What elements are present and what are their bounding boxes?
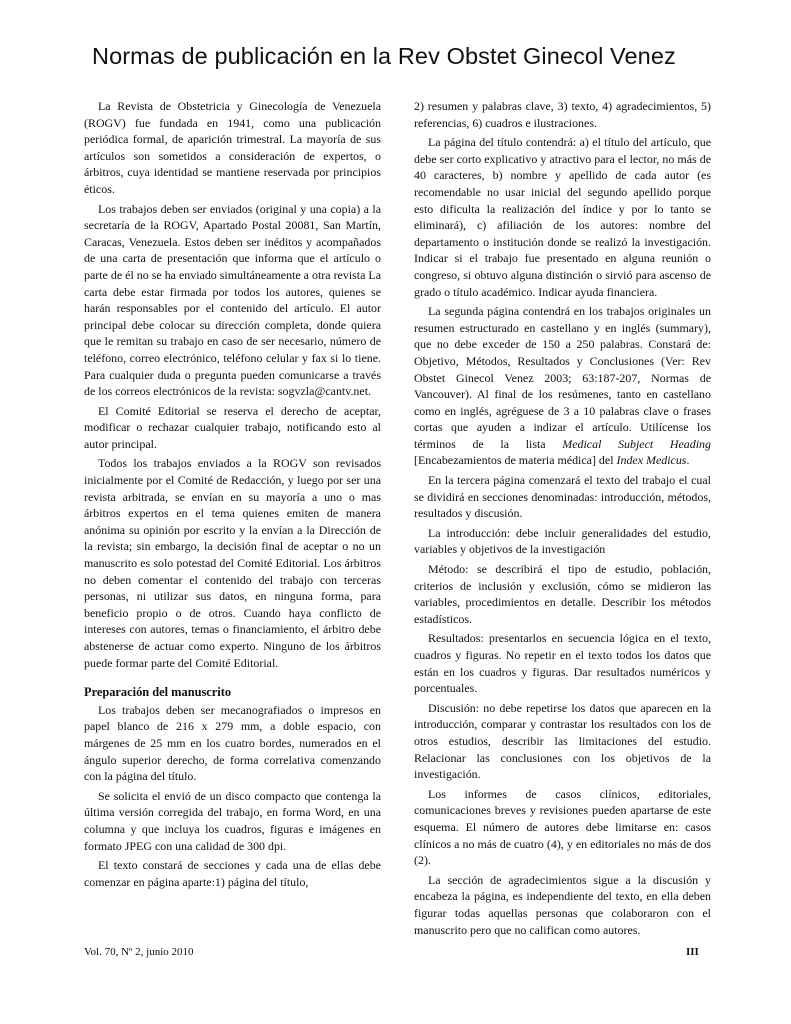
paragraph-method: Método: se describirá el tipo de estudio, población, criterios de inclusión y exclusión, cómo se midieron las variables, procedimientos en detalle. Describir los métodos estadísticos. [414, 562, 711, 626]
paragraph-title-page: La página del título contendrá: a) el título del artículo, que debe ser corto explicativo y atractivo para el lector, no más de 40 caracteres, b) nombre y apellido de cada autor (es recomendable no usar inicial del segundo apellido porque esto dificulta la realización del índice y por lo tanto se eliminará), c) afiliación de los autores: nombre del departamento o institución donde se realizó la investigación. Indicar si el trabajo fue presentado en alguna reunión o congreso, si obtuvo alguna distinción o sirvió para ascenso de grado o título académico. Indicar ayuda financiera. [414, 135, 711, 299]
right-column [414, 98, 711, 941]
paragraph-review-process: Todos los trabajos enviados a la ROGV son revisados inicialmente por el Comité de Redacción, y luego por ser una revista arbitrada, se envían en su mayoría a uno o mas árbitros expertos en el tema quienes emiten de manera anónima su opinión por escrito y la envían a la Dirección de la revista; sin embargo, la decisión final de aceptar o no un manuscrito es solo potestad del Comité Editorial. Los árbitros no deben comentar el contenido del trabajo con terceras personas, ni utilizar sus datos, en ninguna forma, para beneficio propio o de otros. Cuando haya conflicto de intereses con autores, temas o financiamiento, el árbitro debe abstenerse de actuar como experto. Ninguno de los árbitros puede formar parte del Comité Editorial. [84, 456, 381, 670]
paragraph-intro: La Revista de Obstetricia y Ginecología de Venezuela (ROGV) fue fundada en 1941, como una publicación periódica formal, de aparición trimestral. La mayoría de sus artículos son sometidos a consideración de expertos, o árbitros, cuya identidad se mantiene reservada por principios éticos. [84, 99, 381, 196]
paragraph-digital-copy: Se solicita el envió de un disco compacto que contenga la última versión corregida del trabajo, en forma Word, en una columna y que incluya los cuadros, figuras e imágenes en formato JPEG con una calidad de 300 dpi. [84, 788, 381, 853]
paragraph-sections: El texto constará de secciones y cada una de ellas debe comenzar en página aparte:1) página del título, [84, 858, 381, 889]
paragraph-third-page: En la tercera página comenzará el texto del trabajo el cual se dividirá en secciones denominadas: introducción, métodos, resultados y discusión. [414, 473, 711, 521]
paragraph-format: Los trabajos deben ser mecanografiados o impresos en papel blanco de 216 x 279 mm, a doble espacio, con márgenes de 25 mm en los cuatro bordes, numerados en el ángulo superior derecho, de forma correlativa comenzando con la página del título. [84, 702, 381, 784]
paragraph-editorial-rights: El Comité Editorial se reserva el derecho de aceptar, modificar o rechazar cualquier trabajo, notificando esto al autor principal. [84, 403, 381, 451]
mesh-term: Medical Subject Heading [562, 436, 711, 451]
section-heading-manuscript: Preparación del manuscrito [84, 685, 232, 700]
paragraph-introduction: La introducción: debe incluir generalidades del estudio, variables y objetivos de la investigación [414, 525, 711, 557]
paragraph-case-reports: Los informes de casos clínicos, editoriales, comunicaciones breves y revisiones pueden apartarse de este esquema. El número de autores debe limitarse en: casos clínicos a no más de cuatro (4), y en editoriales no más de dos (2). [414, 786, 711, 868]
footer-page-number: III [686, 946, 699, 958]
paragraph-sections-cont: 2) resumen y palabras clave, 3) texto, 4) agradecimientos, 5) referencias, 6) cuadros e ilustraciones. [414, 99, 711, 130]
paragraph-discussion: Discusión: no debe repetirse los datos que aparecen en la introducción, comparar y contrastar los resultados con los de otros estudios, describir las limitaciones del estudio. Relacionar las conclusiones con los objetivos de la investigación. [414, 700, 711, 782]
abstract-text-end: . [686, 453, 690, 468]
index-medicus-term: Index Medicus [616, 453, 687, 468]
paragraph-results: Resultados: presentarlos en secuencia lógica en el texto, cuadros y figuras. No repetir en el texto todos los datos que están en los cuadros y figuras. Dar resultados numéricos y porcentuales. [414, 631, 711, 696]
paragraph-acknowledgements: La sección de agradecimientos sigue a la discusión y encabeza la página, es independiente del texto, en ella deben figurar todas aquellas personas que colaboraron con el manuscrito pero que no califican como autores. [414, 872, 711, 937]
left-column [84, 98, 381, 893]
footer-volume: Vol. 70, Nº 2, junio 2010 [84, 946, 194, 958]
page-title: Normas de publicación en la Rev Obstet Ginecol Venez [92, 43, 676, 69]
abstract-text-mid: [Encabezamientos de materia médica] del [414, 453, 614, 468]
abstract-text: La segunda página contendrá en los trabajos originales un resumen estructurado en castellano y en inglés (summary), que no debe exceder de 150 a 250 palabras. Constará de: Objetivo, Métodos, Resultados y Conclusiones (Ver: Rev Obstet Ginecol Venez 2003; 63:187-207, Normas de Vancouver). Al final de los resúmenes, tanto en castellano como en inglés, agréguese de 3 a 10 palabras clave o frases cortas que ayuden a indizar el artículo. Utilícense los términos de la lista [414, 304, 711, 451]
paragraph-abstract [414, 303, 711, 469]
paragraph-submission: Los trabajos deben ser enviados (original y una copia) a la secretaría de la ROGV, Apartado Postal 20081, San Martín, Caracas, Venezuela. Estos deben ser inéditos y acompañados de una carta de presentación que informa que el artículo o parte de él no se ha enviado simultáneamente a otra revista La carta debe estar firmada por todos los autores, quienes se harán responsables por el contenido del artículo. El autor principal debe colocar su dirección completa, donde quiera que le remitan su trabajo en caso de ser necesario, número de teléfono, correo electrónico, teléfono celular y fax si lo tiene. Para cualquier duda o pregunta pueden comunicarse a través de los correos electrónicos de la revista: sogvzla@cantv.net. [84, 201, 381, 399]
